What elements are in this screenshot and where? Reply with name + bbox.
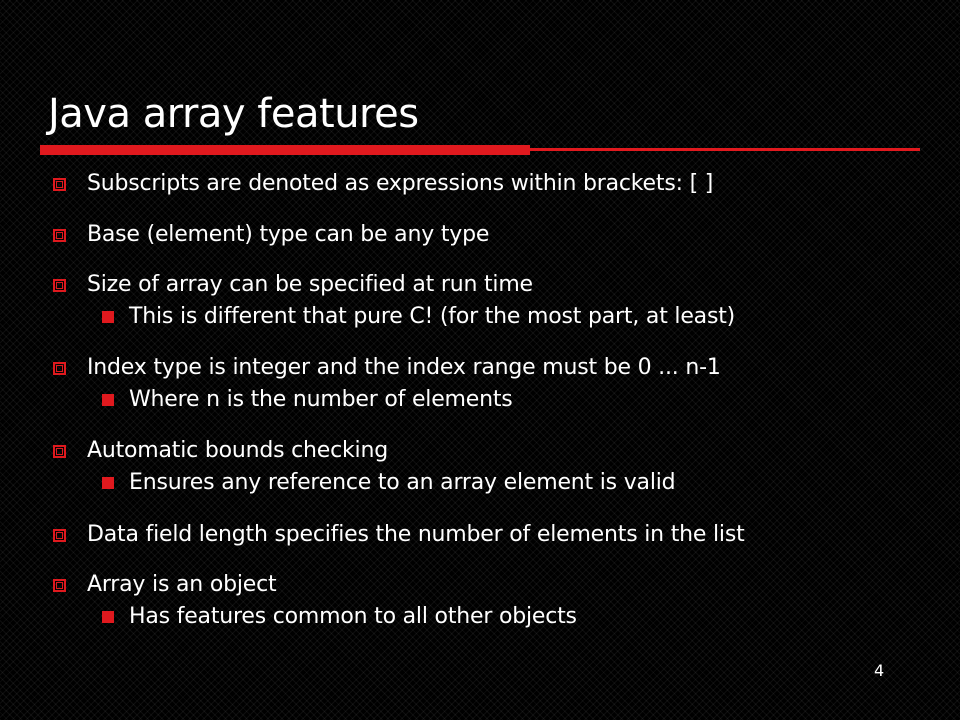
sub-bullet-text: Ensures any reference to an array element is valid xyxy=(129,470,676,495)
slide-title: Java array features xyxy=(48,91,419,137)
bullet-item xyxy=(52,569,932,633)
bullet-text: Array is an object xyxy=(87,572,277,597)
bullet-text: Base (element) type can be any type xyxy=(87,222,490,247)
sub-bullet-item xyxy=(52,301,932,333)
hollow-square-bullet-icon xyxy=(53,529,66,542)
sub-bullet-item xyxy=(52,601,932,633)
filled-square-bullet-icon xyxy=(102,611,114,623)
hollow-square-bullet-icon xyxy=(53,445,66,458)
hollow-square-bullet-icon xyxy=(53,579,66,592)
bullet-text: Index type is integer and the index range must be 0 ... n-1 xyxy=(87,355,721,380)
slide-number: 4 xyxy=(874,661,885,680)
sub-bullet-text: Where n is the number of elements xyxy=(129,387,513,412)
filled-square-bullet-icon xyxy=(102,311,114,323)
sub-bullet-item xyxy=(52,467,932,499)
hollow-square-bullet-icon xyxy=(53,229,66,242)
sub-bullet-item xyxy=(52,384,932,416)
hollow-square-bullet-icon xyxy=(53,279,66,292)
bullet-item xyxy=(52,519,932,551)
hollow-square-bullet-icon xyxy=(53,178,66,191)
bullet-item xyxy=(52,219,932,251)
filled-square-bullet-icon xyxy=(102,477,114,489)
bullet-item xyxy=(52,435,932,499)
filled-square-bullet-icon xyxy=(102,394,114,406)
sub-bullet-text: Has features common to all other objects xyxy=(129,604,577,629)
bullet-text: Size of array can be specified at run time xyxy=(87,272,533,297)
bullet-text: Automatic bounds checking xyxy=(87,438,388,463)
sub-bullet-text: This is different that pure C! (for the most part, at least) xyxy=(129,304,736,329)
bullet-text: Data field length specifies the number of elements in the list xyxy=(87,522,745,547)
bullet-item xyxy=(52,269,932,333)
hollow-square-bullet-icon xyxy=(53,362,66,375)
bullet-item xyxy=(52,168,932,200)
bullet-item xyxy=(52,352,932,416)
bullet-text: Subscripts are denoted as expressions within brackets: [ ] xyxy=(87,171,714,196)
